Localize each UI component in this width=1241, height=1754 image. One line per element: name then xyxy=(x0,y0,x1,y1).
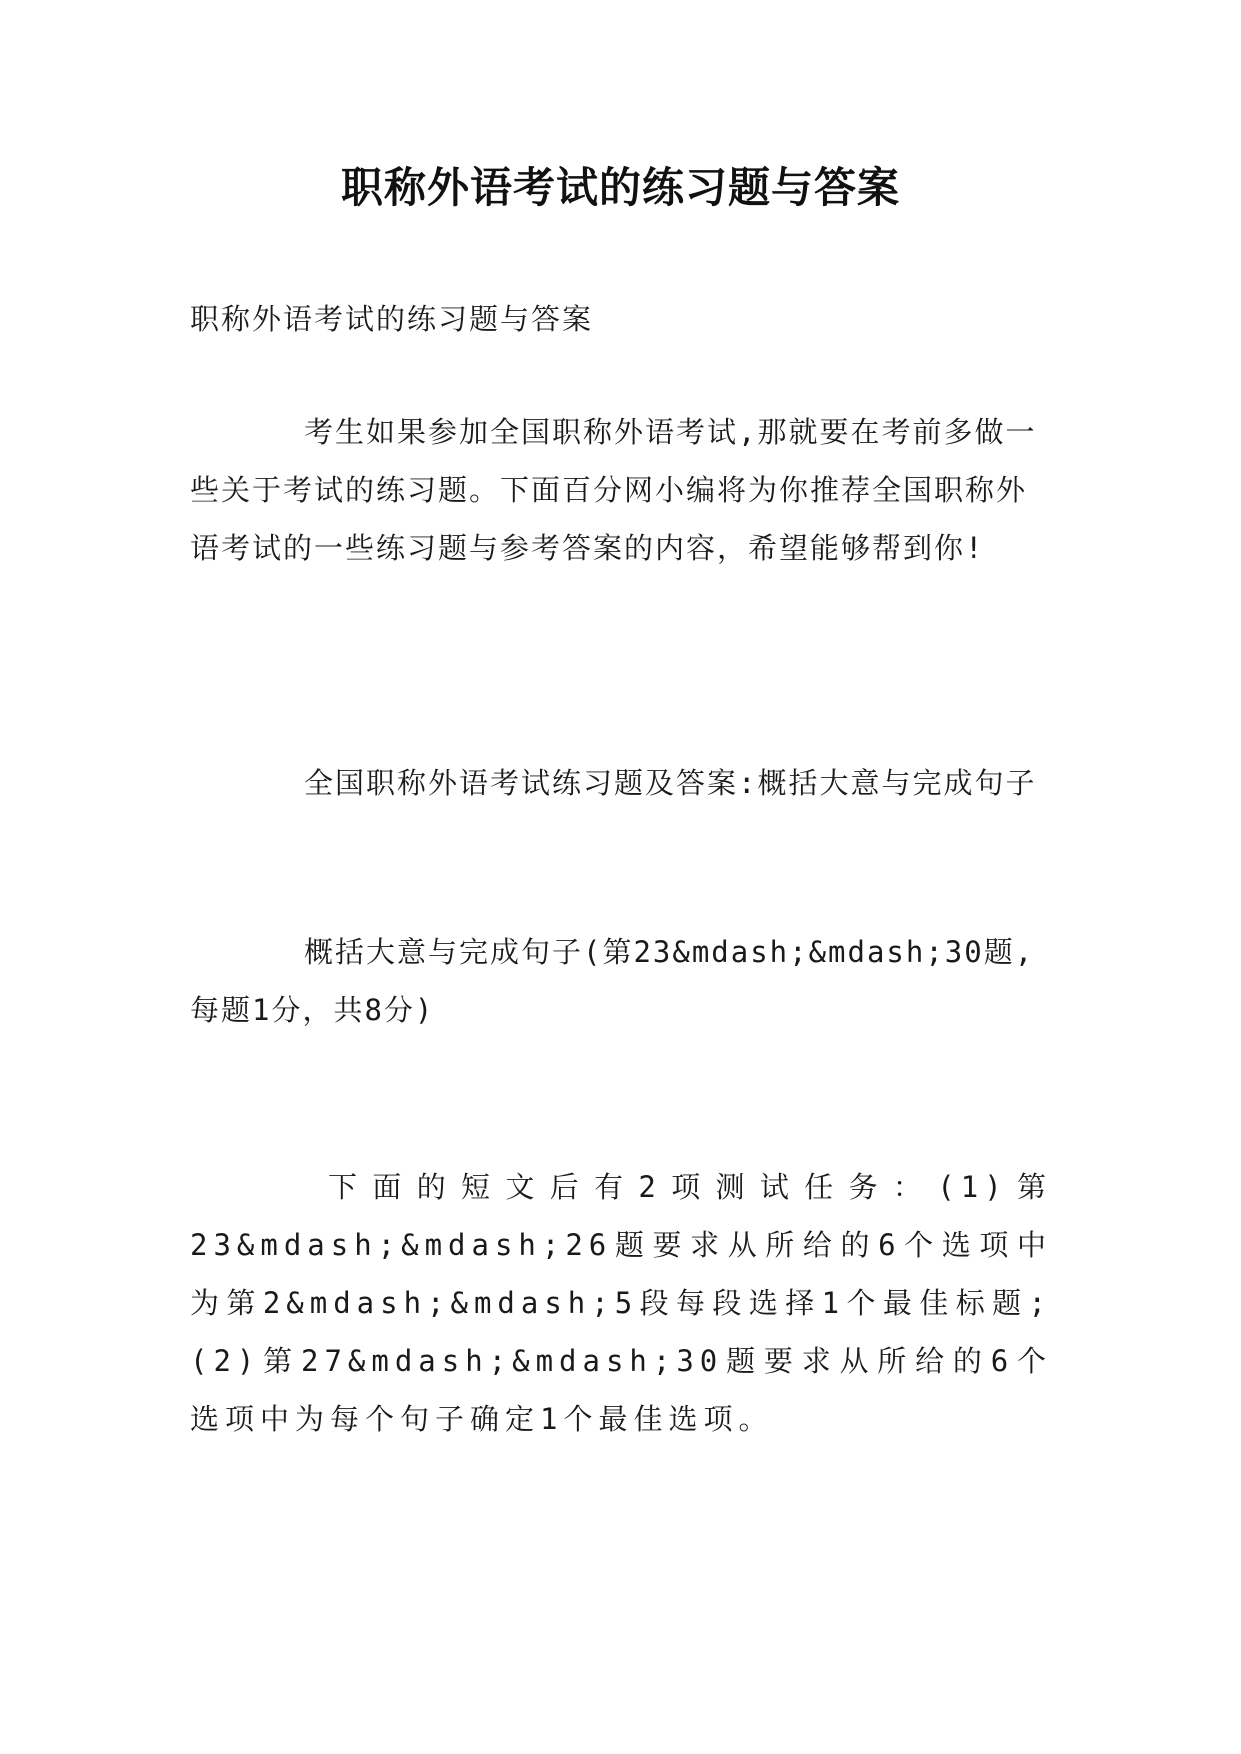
document-title: 职称外语考试的练习题与答案 xyxy=(340,163,900,212)
paragraph-section-instructions: 概括大意与完成句子(第23&mdash;&mdash;30题,每题1分，共8分) xyxy=(190,935,1035,1027)
paragraph-section-heading: 全国职称外语考试练习题及答案:概括大意与完成句子 xyxy=(304,766,1037,800)
document-subtitle: 职称外语考试的练习题与答案 xyxy=(190,302,594,336)
paragraph-intro: 考生如果参加全国职称外语考试,那就要在考前多做一些关于考试的练习题。下面百分网小编将为你推荐全国职称外语考试的一些练习题与参考答案的内容，希望能够帮到你! xyxy=(190,415,1037,565)
paragraph-task-description: 下面的短文后有2项测试任务：(1)第23&mdash;&mdash;26题要求从所给的6个选项中为第2&mdash;&mdash;5段每段选择1个最佳标题;(2)第27&mdash;&mdash;30题要求从所给的6个选项中为每个句子确定1个最佳选项。 xyxy=(190,1170,1052,1436)
